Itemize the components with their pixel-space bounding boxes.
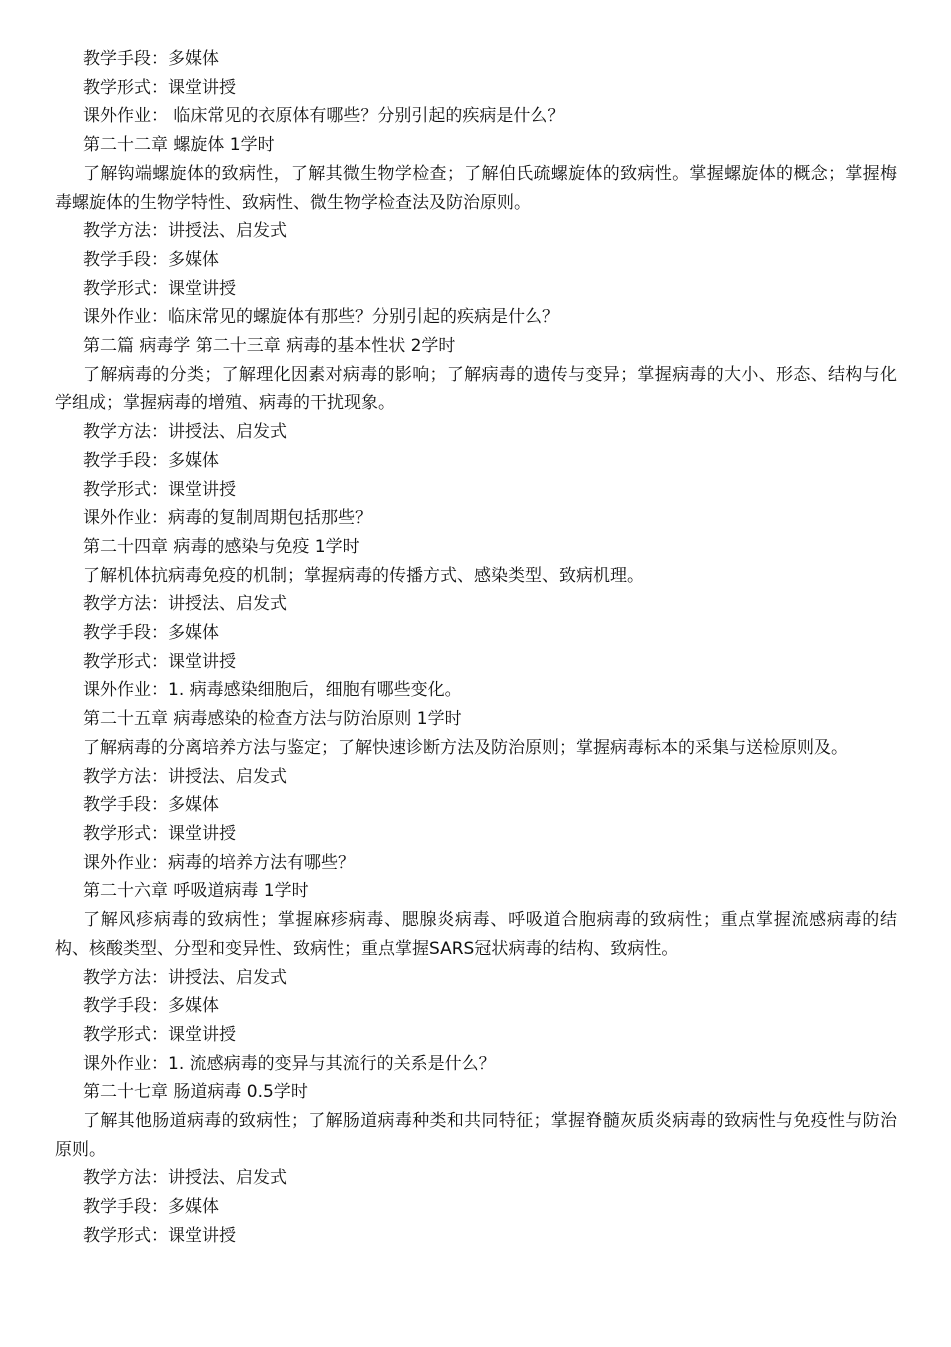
paragraph: 了解病毒的分类；了解理化因素对病毒的影响；了解病毒的遗传与变异；掌握病毒的大小、形态、结构与化学组成；掌握病毒的增殖、病毒的干扰现象。 [55,364,897,414]
text-line: 教学手段：多媒体 [83,996,219,1017]
text-line: 教学形式：课堂讲授 [83,77,236,98]
text-line: 教学形式：课堂讲授 [83,1225,236,1246]
text-line: 教学方法：讲授法、启发式 [83,594,287,615]
chapter-heading: 第二十五章 病毒感染的检查方法与防治原则 1学时 [83,709,462,730]
text-line: 课外作业：病毒的培养方法有哪些？ [83,852,355,873]
paragraph: 了解机体抗病毒免疫的机制；掌握病毒的传播方式、感染类型、致病机理。 [83,565,644,586]
text-line: 教学方法：讲授法、启发式 [83,1168,287,1189]
text-line: 教学形式：课堂讲授 [83,278,236,299]
text-line: 教学方法：讲授法、启发式 [83,221,287,242]
text-line: 教学形式：课堂讲授 [83,651,236,672]
text-line: 教学形式：课堂讲授 [83,823,236,844]
paragraph: 了解钩端螺旋体的致病性，了解其微生物学检查；了解伯氏疏螺旋体的致病性。掌握螺旋体的概念；掌握梅毒螺旋体的生物学特性、致病性、微生物学检查法及防治原则。 [55,163,897,213]
text-line: 课外作业： 临床常见的衣原体有哪些？分别引起的疾病是什么？ [83,106,565,127]
text-line: 课外作业：1. 病毒感染细胞后，细胞有哪些变化。 [83,680,462,701]
text-line: 教学形式：课堂讲授 [83,1024,236,1045]
text-line: 课外作业：1. 流感病毒的变异与其流行的关系是什么？ [83,1053,496,1074]
paragraph: 了解其他肠道病毒的致病性；了解肠道病毒种类和共同特征；掌握脊髓灰质炎病毒的致病性与免疫性与防治原则。 [55,1111,897,1160]
text-line: 教学手段：多媒体 [83,249,219,270]
text-line: 教学方法：讲授法、启发式 [83,766,287,787]
paragraph: 了解风疹病毒的致病性；掌握麻疹病毒、腮腺炎病毒、呼吸道合胞病毒的致病性；重点掌握流感病毒的结构、核酸类型、分型和变异性、致病性；重点掌握SARS冠状病毒的结构、致病性。 [55,910,897,959]
text-line: 课外作业：临床常见的螺旋体有那些？分别引起的疾病是什么？ [83,307,559,328]
chapter-heading: 第二十七章 肠道病毒 0.5学时 [83,1082,308,1103]
text-line: 教学方法：讲授法、启发式 [83,422,287,443]
text-line: 教学手段：多媒体 [83,1197,219,1218]
chapter-heading: 第二十六章 呼吸道病毒 1学时 [83,881,309,902]
chapter-heading: 第二十二章 螺旋体 1学时 [83,135,275,156]
document-body [55,45,897,1251]
text-line: 教学形式：课堂讲授 [83,479,236,500]
text-line: 教学方法：讲授法、启发式 [83,967,287,988]
text-line: 教学手段：多媒体 [83,49,219,69]
chapter-heading: 第二十四章 病毒的感染与免疫 1学时 [83,536,360,557]
text-line: 教学手段：多媒体 [83,795,219,816]
text-line: 课外作业：病毒的复制周期包括那些？ [83,508,372,529]
paragraph: 了解病毒的分离培养方法与鉴定；了解快速诊断方法及防治原则；掌握病毒标本的采集与送检原则及。 [83,737,848,758]
chapter-heading: 第二篇 病毒学 第二十三章 病毒的基本性状 2学时 [83,336,456,357]
text-line: 教学手段：多媒体 [83,623,219,644]
text-line: 教学手段：多媒体 [83,450,219,471]
